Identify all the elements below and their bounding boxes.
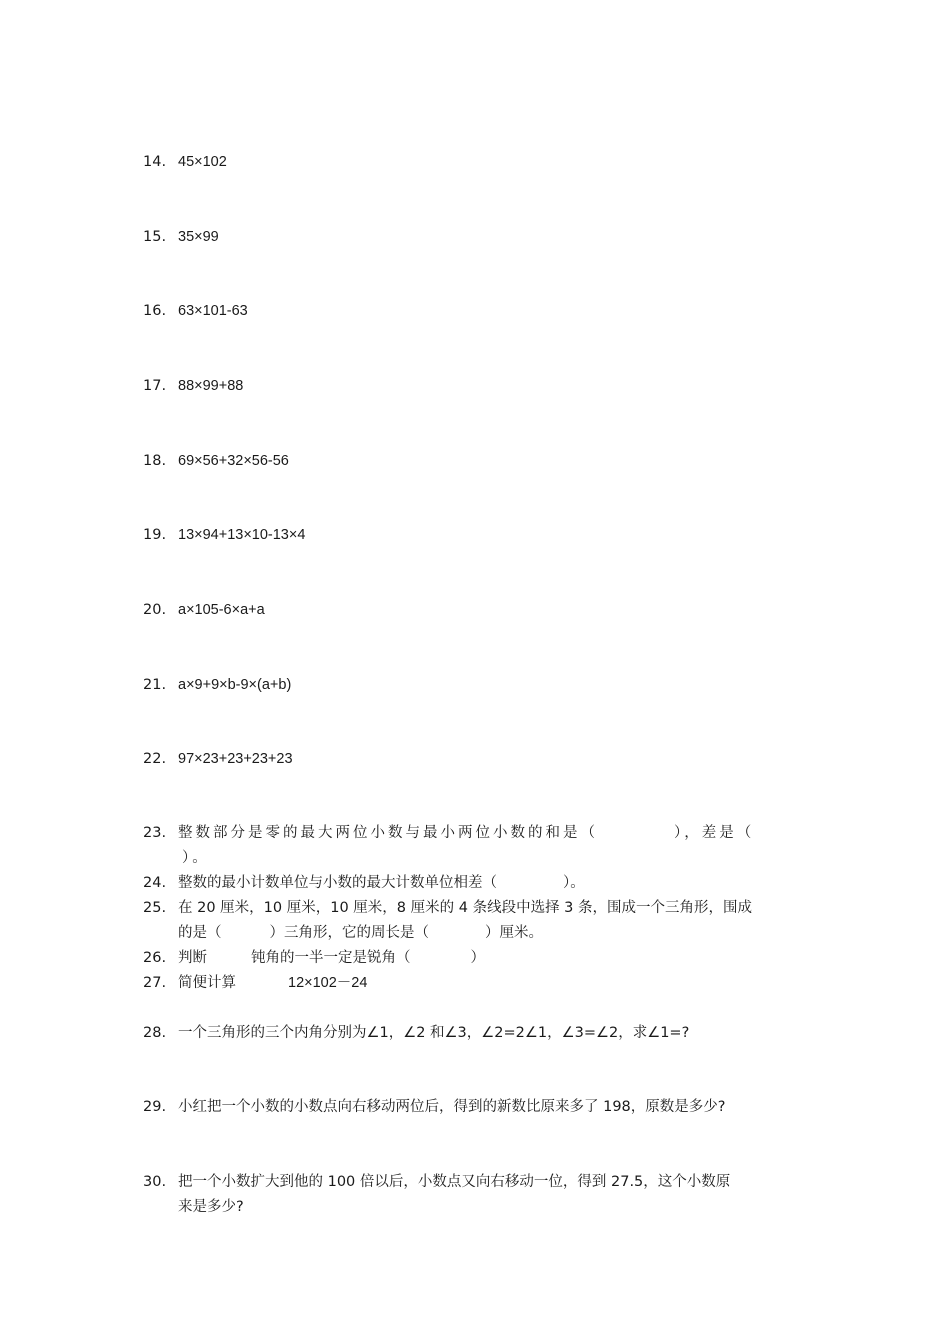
question-number: 17. — [143, 378, 167, 394]
question-text: a×105-6×a+a — [178, 602, 265, 618]
question-19 — [143, 523, 813, 548]
question-number: 18. — [143, 453, 167, 469]
question-text: 88×99+88 — [178, 378, 244, 394]
question-text: 13×94+13×10-13×4 — [178, 527, 306, 543]
question-30 — [143, 1170, 813, 1220]
question-text: 45×102 — [178, 154, 227, 170]
question-number: 19. — [143, 527, 167, 543]
question-29 — [143, 1095, 813, 1120]
question-26 — [143, 946, 813, 971]
question-text: 63×101-63 — [178, 303, 248, 319]
question-text: 一个三角形的三个内角分别为∠1，∠2 和∠3，∠2=2∠1，∠3=∠2，求∠1=? — [178, 1025, 690, 1041]
question-14 — [143, 150, 813, 175]
question-text: 小红把一个小数的小数点向右移动两位后，得到的新数比原来多了 198，原数是多少? — [178, 1099, 726, 1115]
question-number: 30. — [143, 1174, 167, 1190]
question-number: 27. — [143, 975, 167, 991]
question-number: 26. — [143, 950, 167, 966]
question-28 — [143, 1021, 813, 1046]
question-number: 14. — [143, 154, 167, 170]
question-text: 在 20 厘米，10 厘米，10 厘米，8 厘米的 4 条线段中选择 3 条，围成一个三角形，围成 的是（ ）三角形，它的周长是（ ）厘米。 — [178, 900, 753, 941]
question-text: 判断 钝角的一半一定是锐角（ ） — [178, 950, 485, 966]
question-text: 把一个小数扩大到他的 100 倍以后，小数点又向右移动一位，得到 27.5，这个小数原 来是多少? — [178, 1174, 731, 1215]
question-number: 22. — [143, 751, 167, 767]
question-number: 16. — [143, 303, 167, 319]
question-24 — [143, 871, 813, 896]
question-text: 97×23+23+23+23 — [178, 751, 293, 767]
question-25 — [143, 896, 813, 946]
question-15 — [143, 225, 813, 250]
question-number: 23. — [143, 825, 167, 841]
question-number: 25. — [143, 900, 167, 916]
question-text: a×9+9×b-9×(a+b) — [178, 677, 292, 693]
question-17 — [143, 374, 813, 399]
question-18 — [143, 449, 813, 474]
question-number: 15. — [143, 229, 167, 245]
question-number: 29. — [143, 1099, 167, 1115]
question-text: 整数部分是零的最大两位小数与最小两位小数的和是（ ），差是（ ）。 — [178, 825, 755, 866]
question-text: 35×99 — [178, 229, 219, 245]
question-16 — [143, 299, 813, 324]
question-text: 69×56+32×56-56 — [178, 453, 289, 469]
question-23 — [143, 821, 813, 871]
question-number: 20. — [143, 602, 167, 618]
question-text: 整数的最小计数单位与小数的最大计数单位相差（ ）。 — [178, 875, 585, 891]
question-text: 简便计算 12×102－24 — [178, 975, 368, 991]
question-20 — [143, 598, 813, 623]
question-number: 28. — [143, 1025, 167, 1041]
question-21 — [143, 673, 813, 698]
question-number: 21. — [143, 677, 167, 693]
question-27 — [143, 971, 813, 996]
question-22 — [143, 747, 813, 772]
question-number: 24. — [143, 875, 167, 891]
